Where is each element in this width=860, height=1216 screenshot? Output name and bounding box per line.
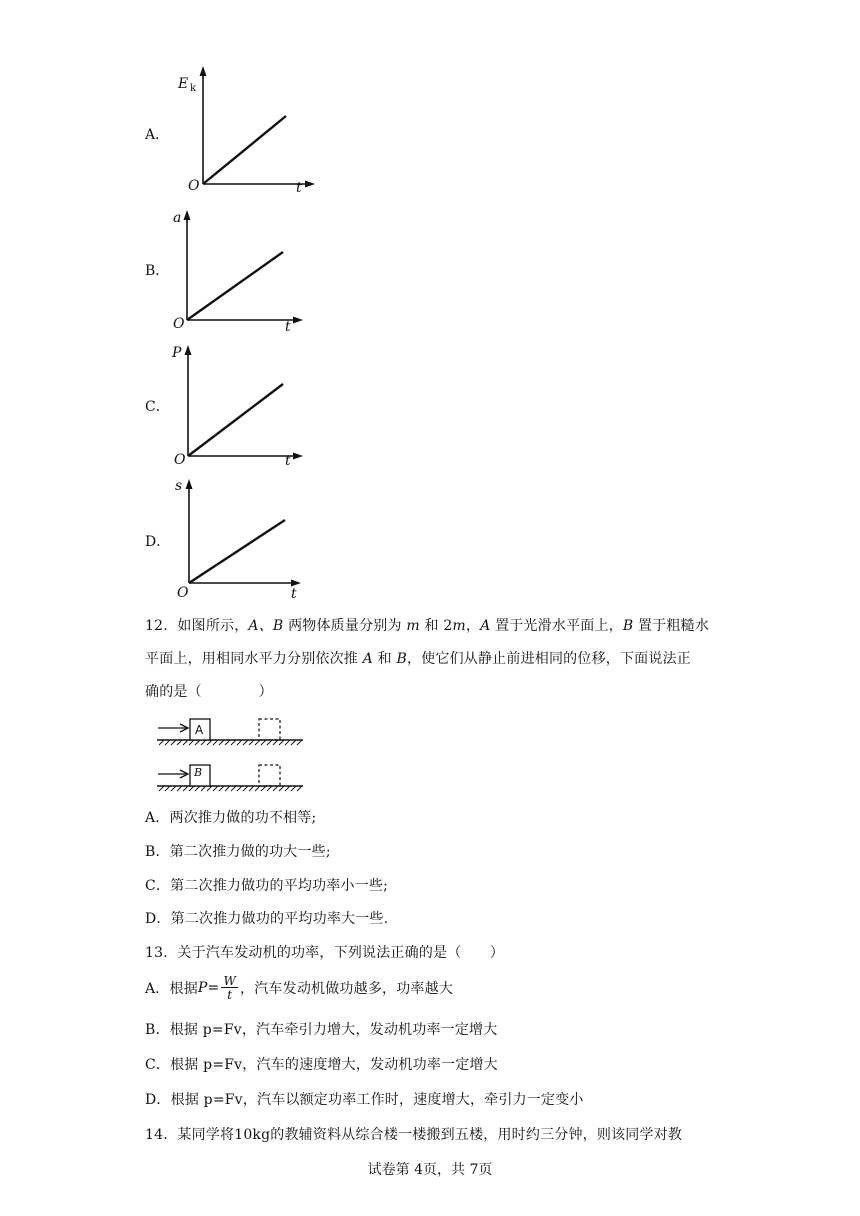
q12-option-c: C．第二次推力做功的平均功率小一些; — [145, 878, 389, 894]
q12-stem-line1: 12．如图所示，A、B 两物体质量分别为 m 和 2m，A 置于光滑水平面上，B 置于粗糙水 — [145, 618, 710, 634]
y-axis-label: a — [173, 210, 182, 226]
y-axis-label: s — [175, 478, 183, 494]
q14-stem: 14．某同学将10kg的教辅资料从综合楼一楼搬到五楼，用时约三分钟，则该同学对教 — [145, 1127, 683, 1143]
q12-diagram — [155, 713, 310, 798]
option-b-label: B． — [145, 263, 170, 279]
graph-c — [165, 337, 315, 467]
block-a-label: A — [195, 723, 204, 737]
y-axis-subscript: k — [190, 83, 197, 94]
origin-label: O — [177, 585, 189, 601]
origin-label: O — [188, 178, 200, 192]
option-d-label: D． — [145, 534, 171, 550]
option-a-label: A． — [145, 127, 170, 143]
q13-option-b: B．根据 p=Fv，汽车牵引力增大，发动机功率一定增大 — [145, 1022, 498, 1038]
page-footer: 试卷第 4页，共 7页 — [367, 1162, 493, 1178]
q12-option-d: D．第二次推力做功的平均功率大一些. — [145, 911, 389, 927]
block-b-label: B — [194, 766, 203, 779]
graph-b — [165, 200, 315, 332]
q12-stem-line2: 平面上，用相同水平力分别依次推 A 和 B，使它们从静止前进相同的位移，下面说法正 — [145, 651, 691, 667]
y-axis-label: P — [172, 345, 182, 361]
x-axis-label: t — [296, 180, 302, 192]
option-c-label: C． — [145, 399, 170, 415]
q13-option-d: D．根据 p=Fv，汽车以额定功率工作时，速度增大，牵引力一定变小 — [145, 1092, 584, 1108]
q12-option-a: A．两次推力做的功不相等; — [145, 810, 317, 826]
y-axis-label: E — [178, 76, 189, 92]
x-axis-label: t — [285, 319, 291, 332]
graph-d — [165, 473, 315, 603]
q13-option-c: C．根据 p=Fv，汽车的速度增大，发动机功率一定增大 — [145, 1057, 498, 1073]
power-formula-fraction: $\frac{W}{t}$ — [223, 974, 237, 1002]
x-axis-label: t — [291, 586, 297, 602]
x-axis-label: t — [285, 453, 291, 467]
origin-label: O — [174, 452, 186, 467]
q13-option-a: A．根据 P = $\frac{W}{t}$ ，汽车发动机做功越多，功率越大 — [145, 974, 454, 1002]
graph-a — [170, 62, 320, 192]
q12-stem-line3: 确的是（ ） — [145, 684, 273, 700]
q13-stem: 13．关于汽车发动机的功率，下列说法正确的是（ ） — [145, 945, 505, 961]
q12-option-b: B．第二次推力做的功大一些; — [145, 844, 331, 860]
origin-label: O — [173, 316, 185, 332]
